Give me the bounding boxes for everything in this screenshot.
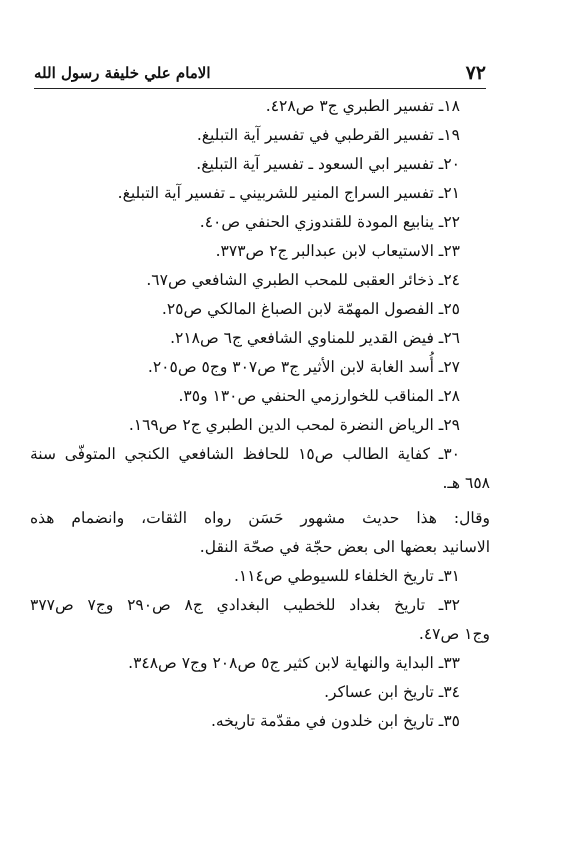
reference-line: ٢٣ـ الاستيعاب لابن عبدالبر ج٢ ص٣٧٣. bbox=[215, 242, 460, 260]
page-body bbox=[30, 92, 490, 736]
running-title: الامام علي خليفة رسول الله bbox=[34, 64, 211, 82]
header-rule bbox=[34, 88, 486, 89]
reference-line: ٢٢ـ ينابيع المودة للقندوزي الحنفي ص٤٠. bbox=[199, 213, 460, 231]
reference-line: ٣٠ـ كفاية الطالب ص١٥ للحافظ الشافعي الكنجي المتوفّى سنة bbox=[30, 445, 460, 463]
reference-line: ٢٦ـ فيض القدير للمناوي الشافعي ج٦ ص٢١٨. bbox=[170, 329, 460, 347]
reference-line: ٣٤ـ تاريخ ابن عساكر. bbox=[324, 683, 460, 701]
reference-line: ٣١ـ تاريخ الخلفاء للسيوطي ص١١٤. bbox=[233, 567, 460, 585]
reference-line: ٢٠ـ تفسير ابي السعود ـ تفسير آية التبليغ. bbox=[196, 155, 460, 173]
reference-line: ٣٥ـ تاريخ ابن خلدون في مقدّمة تاريخه. bbox=[210, 712, 460, 730]
reference-line: ٢٩ـ الرياض النضرة لمحب الدين الطبري ج٢ ص١٦٩. bbox=[128, 416, 460, 434]
page-number: ٧٢ bbox=[465, 62, 486, 84]
reference-line-continued: ٦٥٨ هـ. bbox=[442, 474, 490, 492]
reference-line: ١٩ـ تفسير القرطبي في تفسير آية التبليغ. bbox=[196, 126, 460, 144]
reference-line: ١٨ـ تفسير الطبري ج٣ ص٤٢٨. bbox=[265, 97, 460, 115]
reference-line: ٢٨ـ المناقب للخوارزمي الحنفي ص١٣٠ و٣٥. bbox=[178, 387, 460, 405]
page-header bbox=[34, 62, 486, 88]
quote-line: الاسانيد بعضها الى بعض حجّة في صحّة النقل. bbox=[199, 538, 490, 556]
reference-line: ٢٧ـ أُسد الغابة لابن الأثير ج٣ ص٣٠٧ وج٥ ص٢٠٥. bbox=[147, 358, 460, 376]
reference-line: ٢١ـ تفسير السراج المنير للشربيني ـ تفسير آية التبليغ. bbox=[117, 184, 460, 202]
quote-line: وقال: هذا حديث مشهور حَسَن رواه الثقات، وانضمام هذه bbox=[30, 509, 490, 527]
reference-line: ٣٢ـ تاريخ بغداد للخطيب البغدادي ج٨ ص٢٩٠ وج٧ ص٣٧٧ bbox=[30, 596, 460, 614]
reference-line-continued: وج١ ص٤٧. bbox=[418, 625, 490, 643]
reference-line: ٢٤ـ ذخائر العقبى للمحب الطبري الشافعي ص٦٧. bbox=[146, 271, 460, 289]
reference-line: ٢٥ـ الفصول المهمّة لابن الصباغ المالكي ص٢٥. bbox=[161, 300, 460, 318]
reference-line: ٣٣ـ البداية والنهاية لابن كثير ج٥ ص٢٠٨ وج٧ ص٣٤٨. bbox=[128, 654, 460, 672]
